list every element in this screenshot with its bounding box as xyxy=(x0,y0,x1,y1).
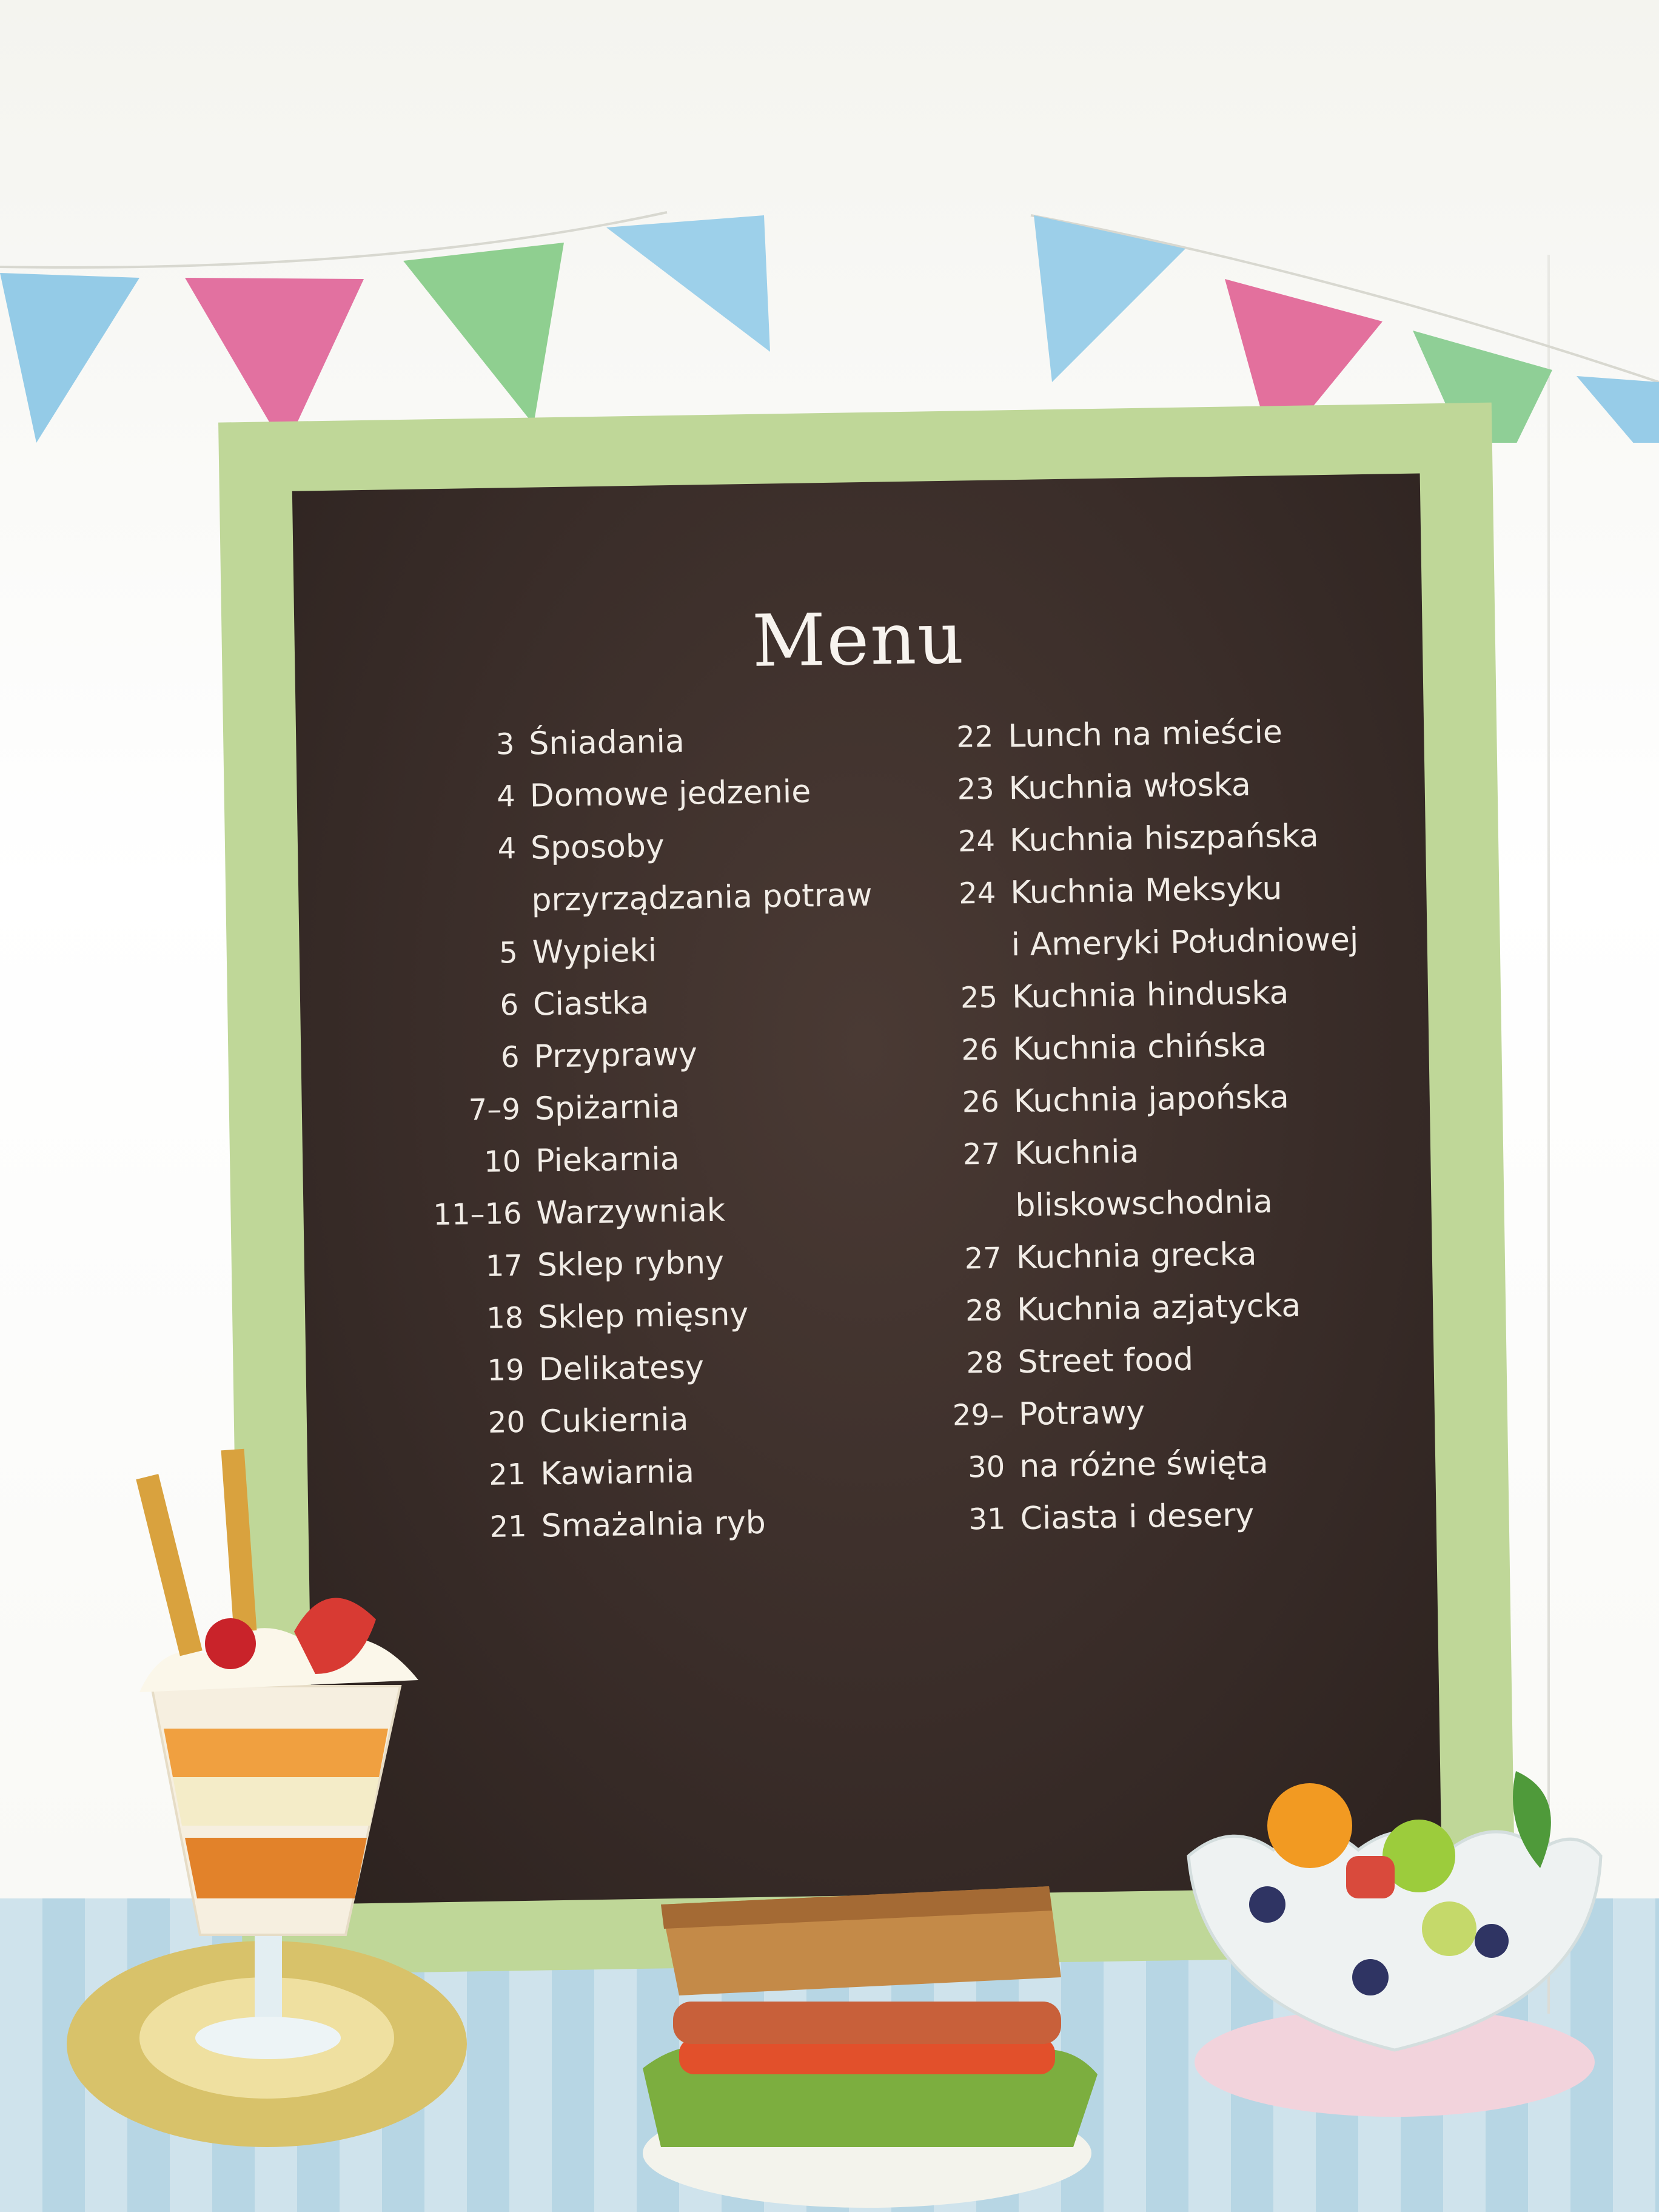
menu-entry-page: 5 xyxy=(498,936,518,970)
menu-entry-label xyxy=(1010,860,1428,971)
menu-right-column xyxy=(927,704,1437,1546)
menu-entry-label xyxy=(1016,1225,1432,1284)
menu-entry xyxy=(415,973,901,1033)
menu-entry-line: Przyprawy xyxy=(534,1036,698,1075)
layer-orange xyxy=(164,1729,388,1777)
menu-entry xyxy=(936,1330,1434,1390)
menu-entry-label xyxy=(529,712,897,770)
menu-entry-line: Kuchnia Meksyku xyxy=(1010,870,1282,912)
menu-entry-page: 4 xyxy=(496,779,516,814)
menu-entry xyxy=(928,808,1426,868)
menu-entry xyxy=(414,921,900,981)
menu-entry xyxy=(420,1286,906,1346)
menu-entry xyxy=(929,860,1428,972)
menu-entry-line: Kuchnia hinduska xyxy=(1011,975,1289,1016)
menu-entry-label xyxy=(1008,704,1424,762)
menu-entry xyxy=(939,1486,1436,1546)
layer-fruit xyxy=(185,1838,367,1898)
grape xyxy=(1422,1901,1476,1956)
menu-entry-label xyxy=(1011,964,1428,1023)
menu-entry-page: 24 xyxy=(957,824,996,859)
menu-entry xyxy=(418,1129,903,1189)
menu-entry-page: 28 xyxy=(966,1345,1004,1380)
flag-green-1 xyxy=(403,243,564,425)
menu-entry-line: Kuchnia chińska xyxy=(1012,1027,1267,1068)
menu-entry-label xyxy=(536,1182,904,1240)
menu-entry-page: 23 xyxy=(957,772,995,807)
menu-entry-line: Piekarnia xyxy=(535,1140,680,1180)
menu-entry xyxy=(421,1338,907,1398)
sandwich xyxy=(625,1868,1110,2208)
menu-entry xyxy=(416,1025,902,1085)
menu-entry-line: Cukiernia xyxy=(539,1401,689,1440)
menu-entry-label xyxy=(540,1442,908,1501)
menu-entry-line: Ciasta i desery xyxy=(1020,1497,1255,1538)
menu-entry-page: 26 xyxy=(960,1032,999,1067)
menu-entry-page: 20 xyxy=(488,1405,526,1440)
menu-entry-label xyxy=(539,1390,907,1448)
menu-entry-line: Domowe jedzenie xyxy=(529,773,811,815)
menu-entry xyxy=(936,1277,1433,1337)
menu-entry-page: 6 xyxy=(500,987,519,1023)
menu-entry-label xyxy=(532,921,900,979)
menu-entry xyxy=(417,1077,902,1137)
menu-entry-line: Sklep rybny xyxy=(537,1244,725,1284)
menu-entry-label xyxy=(1018,1382,1436,1493)
menu-entry-line: Smażalnia ryb xyxy=(541,1504,766,1545)
menu-entry-label xyxy=(1009,808,1426,867)
menu-entry-line: bliskowschodnia xyxy=(1015,1183,1273,1225)
menu-entry-line: Lunch na mieście xyxy=(1007,714,1283,755)
menu-entry-line: i Ameryki Południowej xyxy=(1011,921,1359,964)
menu-entry-line: Sposoby xyxy=(530,828,665,867)
menu-entry-page: 29–30 xyxy=(952,1397,1005,1485)
menu-entry-line: Street food xyxy=(1017,1341,1194,1381)
menu-entry-label xyxy=(537,1234,905,1292)
menu-entry-label xyxy=(535,1129,903,1188)
menu-entry-page: 4 xyxy=(497,832,517,866)
menu-entry-line: przyrządzania potraw xyxy=(531,876,873,919)
menu-entry-page: 21 xyxy=(489,1509,528,1544)
menu-entry-page: 22 xyxy=(956,719,994,755)
menu-entry-page: 27 xyxy=(964,1241,1002,1276)
menu-entry xyxy=(927,756,1425,816)
menu-entry-page: 24 xyxy=(958,876,996,911)
menu-entry-page: 7–9 xyxy=(468,1092,521,1128)
menu-entry-label xyxy=(534,1025,902,1083)
menu-entry-label xyxy=(1014,1121,1432,1232)
menu-entry-label xyxy=(538,1338,907,1396)
menu-entry-page: 31 xyxy=(968,1502,1007,1537)
flag-blue-1 xyxy=(0,273,139,443)
layer-cream xyxy=(173,1777,379,1826)
menu-entry-line: Warzywniak xyxy=(536,1192,726,1232)
menu-entry-line: na różne święta xyxy=(1019,1444,1269,1485)
menu-entry xyxy=(931,1017,1429,1077)
menu-entry xyxy=(930,964,1428,1024)
menu-entry-line: Śniadania xyxy=(528,723,685,762)
glass-foot xyxy=(195,2017,341,2059)
flag-blue-2 xyxy=(606,215,770,352)
menu-entry-label xyxy=(541,1494,909,1553)
menu-entry-line: Kuchnia włoska xyxy=(1008,766,1252,807)
menu-entry-line: Kawiarnia xyxy=(540,1453,695,1493)
menu-entry-page: 25 xyxy=(960,980,998,1015)
menu-entry-page: 3 xyxy=(495,727,515,762)
sundae-glass xyxy=(55,1437,515,2153)
menu-entry xyxy=(937,1382,1436,1494)
menu-entry-label xyxy=(532,973,900,1031)
menu-entry-label xyxy=(529,764,897,822)
menu-entry-line: Delikatesy xyxy=(538,1349,705,1388)
berry-2 xyxy=(1352,1959,1389,1995)
berry-3 xyxy=(1475,1924,1509,1958)
menu-entry-line: Kuchnia azjatycka xyxy=(1016,1287,1301,1329)
menu-entry-page: 10 xyxy=(483,1144,521,1179)
menu-entry-page: 27 xyxy=(962,1137,1000,1172)
menu-entry-page: 17 xyxy=(485,1248,523,1283)
flag-blue-3 xyxy=(1034,215,1185,382)
strawberry-piece xyxy=(1346,1856,1395,1898)
menu-title: Menu xyxy=(751,596,966,683)
menu-entry xyxy=(419,1234,905,1294)
berry-1 xyxy=(1249,1886,1285,1923)
menu-entry xyxy=(412,816,899,929)
flag-blue-4 xyxy=(1577,376,1659,443)
menu-entry xyxy=(933,1121,1432,1233)
menu-entry-page: 21 xyxy=(488,1457,526,1492)
menu-entry xyxy=(934,1225,1432,1285)
wafer-stick-2 xyxy=(221,1449,257,1632)
menu-entry-label xyxy=(1008,756,1425,815)
bacon-layer xyxy=(673,2002,1061,2044)
menu-entry xyxy=(927,704,1424,764)
menu-entry-label xyxy=(1016,1277,1433,1336)
menu-entry-page: 18 xyxy=(486,1300,524,1336)
menu-entry xyxy=(411,712,897,772)
menu-entry xyxy=(412,764,897,824)
menu-entry-line: Spiżarnia xyxy=(534,1088,680,1128)
menu-entry-label xyxy=(534,1077,902,1135)
menu-entry xyxy=(418,1182,904,1242)
menu-entry-line: Kuchnia hiszpańska xyxy=(1009,818,1319,859)
cherry xyxy=(205,1618,256,1669)
menu-entry-label xyxy=(1013,1017,1429,1075)
menu-entry-page: 28 xyxy=(965,1293,1003,1328)
menu-entry xyxy=(932,1069,1430,1129)
menu-entry-label xyxy=(530,816,899,926)
menu-entry-label xyxy=(1020,1486,1436,1545)
wafer-stick-1 xyxy=(136,1474,202,1656)
menu-entry-line: Kuchnia grecka xyxy=(1016,1235,1257,1277)
flag-pink-1 xyxy=(185,278,364,443)
menu-entry-page: 26 xyxy=(962,1084,1000,1120)
menu-entry-line: Wypieki xyxy=(532,932,657,971)
menu-entry-label xyxy=(1017,1330,1434,1388)
menu-entry-page: 6 xyxy=(500,1040,520,1075)
menu-left-column xyxy=(411,712,910,1554)
menu-entry-page: 19 xyxy=(487,1353,525,1388)
menu-entry-line: Potrawy xyxy=(1018,1394,1145,1433)
menu-entry-page: 11–16 xyxy=(432,1196,523,1232)
menu-entry-line: Kuchnia xyxy=(1014,1133,1139,1172)
orange-slice xyxy=(1267,1783,1352,1868)
menu-entry-line: Sklep mięsny xyxy=(537,1296,749,1336)
menu-entry-label xyxy=(538,1286,906,1344)
menu-entry-line: Kuchnia japońska xyxy=(1013,1079,1290,1120)
fruit-salad-bowl xyxy=(1176,1747,1613,2123)
menu-entry-line: Ciastka xyxy=(532,984,649,1023)
menu-entry-label xyxy=(1013,1069,1430,1128)
